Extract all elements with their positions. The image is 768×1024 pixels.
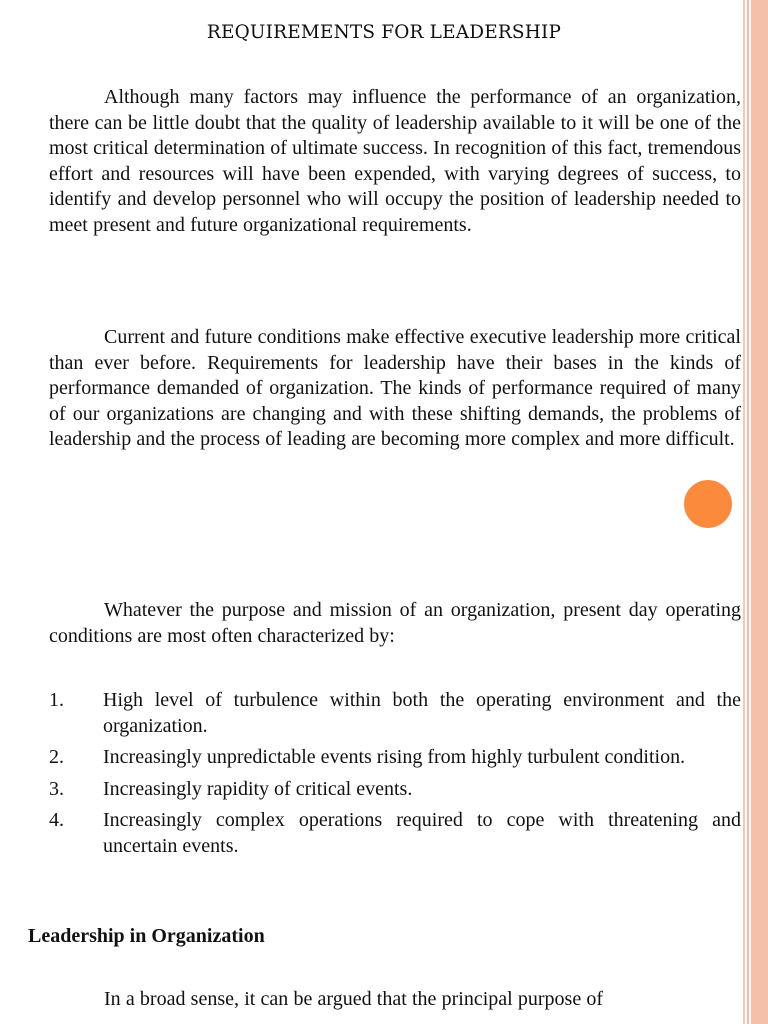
list-item xyxy=(49,808,741,859)
paragraph-1 xyxy=(49,85,741,239)
document-title: REQUIREMENTS FOR LEADERSHIP xyxy=(206,21,562,43)
list-item-text: Increasingly rapidity of critical events. xyxy=(103,777,413,800)
list-item-text: High level of turbulence within both the operating environment and the organization. xyxy=(103,689,741,737)
paragraph-4-text: In a broad sense, it can be argued that the principal purpose of xyxy=(104,988,604,1010)
decorative-dot xyxy=(684,480,732,528)
list-item xyxy=(49,745,741,771)
list-item-text: Increasingly unpredictable events rising from highly turbulent condition. xyxy=(103,746,686,768)
paragraph-3 xyxy=(49,598,741,649)
list-item-number: 2. xyxy=(49,746,64,768)
list-item-number: 3. xyxy=(49,777,64,800)
paragraph-3-text: Whatever the purpose and mission of an organization, present day operating conditions are most often characterized by: xyxy=(49,599,741,647)
list-item xyxy=(49,688,741,739)
list-item-number: 1. xyxy=(49,689,64,711)
conditions-list xyxy=(49,688,741,865)
paragraph-2 xyxy=(49,325,741,453)
paragraph-2-text: Current and future conditions make effective executive leadership more critical than ever before. Requirements for leadership have their bases in the kinds of performance demanded of organization. The kinds of performance required of many of our organizations are changing and with these shifting demands, the problems of leadership and the process of leading are becoming more complex and more difficult. xyxy=(49,326,741,451)
paragraph-4 xyxy=(49,987,741,1013)
list-item-text: Increasingly complex operations required to cope with threatening and uncertain events. xyxy=(103,809,741,857)
section-heading: Leadership in Organization xyxy=(28,925,265,947)
list-item-number: 4. xyxy=(49,809,64,831)
paragraph-1-text: Although many factors may influence the performance of an organization, there can be little doubt that the quality of leadership available to it will be one of the most critical determination of ultimate success. In recognition of this fact, tremendous effort and resources will have been expended, with varying degrees of success, to identify and develop personnel who will occupy the position of leadership needed to meet present and future organizational requirements. xyxy=(49,86,741,236)
list-item xyxy=(49,777,741,803)
